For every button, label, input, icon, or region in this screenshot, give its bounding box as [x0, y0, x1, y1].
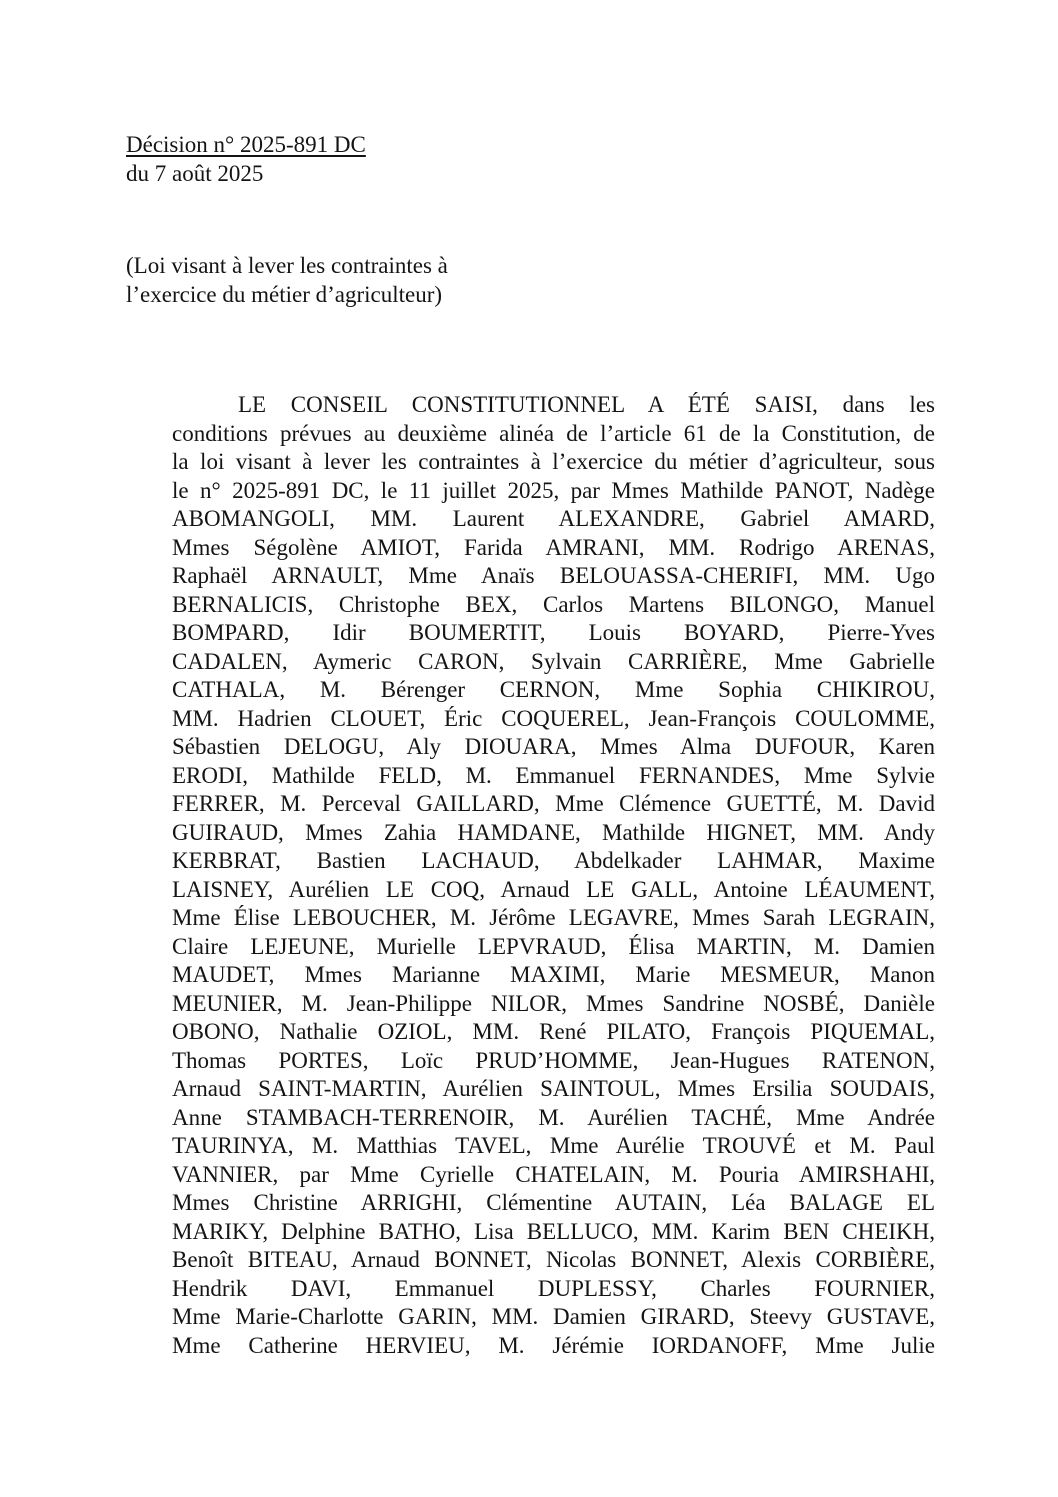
body-line: ABOMANGOLI, MM. Laurent ALEXANDRE, Gabriel AMARD,	[172, 506, 935, 531]
decision-number: Décision n° 2025-891 DC	[126, 132, 366, 157]
body-line: OBONO, Nathalie OZIOL, MM. René PILATO, François PIQUEMAL,	[172, 1019, 935, 1044]
body-line: Benoît BITEAU, Arnaud BONNET, Nicolas BONNET, Alexis CORBIÈRE,	[172, 1247, 935, 1272]
body-line: LAISNEY, Aurélien LE COQ, Arnaud LE GALL, Antoine LÉAUMENT,	[172, 876, 935, 902]
decision-date: du 7 août 2025	[126, 160, 264, 186]
body-line: MEUNIER, M. Jean-Philippe NILOR, Mmes Sandrine NOSBÉ, Danièle	[172, 990, 935, 1016]
law-subject	[126, 252, 448, 309]
body-line: Mmes Christine ARRIGHI, Clémentine AUTAIN, Léa BALAGE EL	[172, 1190, 935, 1215]
decision-body-paragraph	[172, 391, 935, 1360]
body-line: Mme Élise LEBOUCHER, M. Jérôme LEGAVRE, Mmes Sarah LEGRAIN,	[172, 905, 935, 930]
body-line: Anne STAMBACH-TERRENOIR, M. Aurélien TACHÉ, Mme Andrée	[172, 1104, 935, 1130]
body-line: BERNALICIS, Christophe BEX, Carlos Martens BILONGO, Manuel	[172, 591, 935, 617]
law-subject-line-2: l’exercice du métier d’agriculteur)	[126, 281, 443, 307]
body-line: Thomas PORTES, Loïc PRUD’HOMME, Jean-Hugues RATENON,	[172, 1047, 935, 1073]
body-line: GUIRAUD, Mmes Zahia HAMDANE, Mathilde HIGNET, MM. Andy	[172, 819, 935, 845]
body-line: MARIKY, Delphine BATHO, Lisa BELLUCO, MM. Karim BEN CHEIKH,	[172, 1218, 935, 1244]
body-line: Claire LEJEUNE, Murielle LEPVRAUD, Élisa MARTIN, M. Damien	[172, 933, 935, 959]
body-line: BOMPARD, Idir BOUMERTIT, Louis BOYARD, Pierre-Yves	[172, 620, 935, 645]
body-line: Mme Marie-Charlotte GARIN, MM. Damien GIRARD, Steevy GUSTAVE,	[172, 1304, 935, 1329]
body-line: Mme Catherine HERVIEU, M. Jérémie IORDANOFF, Mme Julie	[172, 1332, 935, 1358]
body-line: KERBRAT, Bastien LACHAUD, Abdelkader LAHMAR, Maxime	[172, 848, 935, 873]
body-line: conditions prévues au deuxième alinéa de l’article 61 de la Constitution, de	[172, 420, 935, 446]
body-line: le n° 2025-891 DC, le 11 juillet 2025, par Mmes Mathilde PANOT, Nadège	[172, 477, 935, 503]
body-line: ERODI, Mathilde FELD, M. Emmanuel FERNANDES, Mme Sylvie	[172, 762, 935, 788]
body-line: la loi visant à lever les contraintes à l’exercice du métier d’agriculteur, sous	[172, 449, 935, 474]
body-line: CADALEN, Aymeric CARON, Sylvain CARRIÈRE, Mme Gabrielle	[172, 648, 935, 674]
body-line: Hendrik DAVI, Emmanuel DUPLESSY, Charles FOURNIER,	[172, 1275, 935, 1301]
body-line: Raphaël ARNAULT, Mme Anaïs BELOUASSA-CHERIFI, MM. Ugo	[172, 563, 935, 588]
law-subject-line-1: (Loi visant à lever les contraintes à	[126, 253, 448, 278]
body-line: CATHALA, M. Bérenger CERNON, Mme Sophia CHIKIROU,	[172, 677, 935, 702]
body-line: TAURINYA, M. Matthias TAVEL, Mme Aurélie TROUVÉ et M. Paul	[172, 1133, 935, 1158]
body-line: MAUDET, Mmes Marianne MAXIMI, Marie MESMEUR, Manon	[172, 962, 935, 987]
body-line: Sébastien DELOGU, Aly DIOUARA, Mmes Alma DUFOUR, Karen	[172, 734, 935, 759]
body-line: Arnaud SAINT-MARTIN, Aurélien SAINTOUL, Mmes Ersilia SOUDAIS,	[172, 1076, 935, 1101]
body-line: LE CONSEIL CONSTITUTIONNEL A ÉTÉ SAISI, dans les	[238, 392, 935, 417]
body-line: VANNIER, par Mme Cyrielle CHATELAIN, M. Pouria AMIRSHAHI,	[172, 1161, 935, 1187]
body-line: FERRER, M. Perceval GAILLARD, Mme Clémence GUETTÉ, M. David	[172, 791, 935, 816]
body-line: MM. Hadrien CLOUET, Éric COQUEREL, Jean-François COULOMME,	[172, 705, 935, 731]
decision-header	[126, 131, 366, 188]
body-line: Mmes Ségolène AMIOT, Farida AMRANI, MM. Rodrigo ARENAS,	[172, 534, 935, 560]
